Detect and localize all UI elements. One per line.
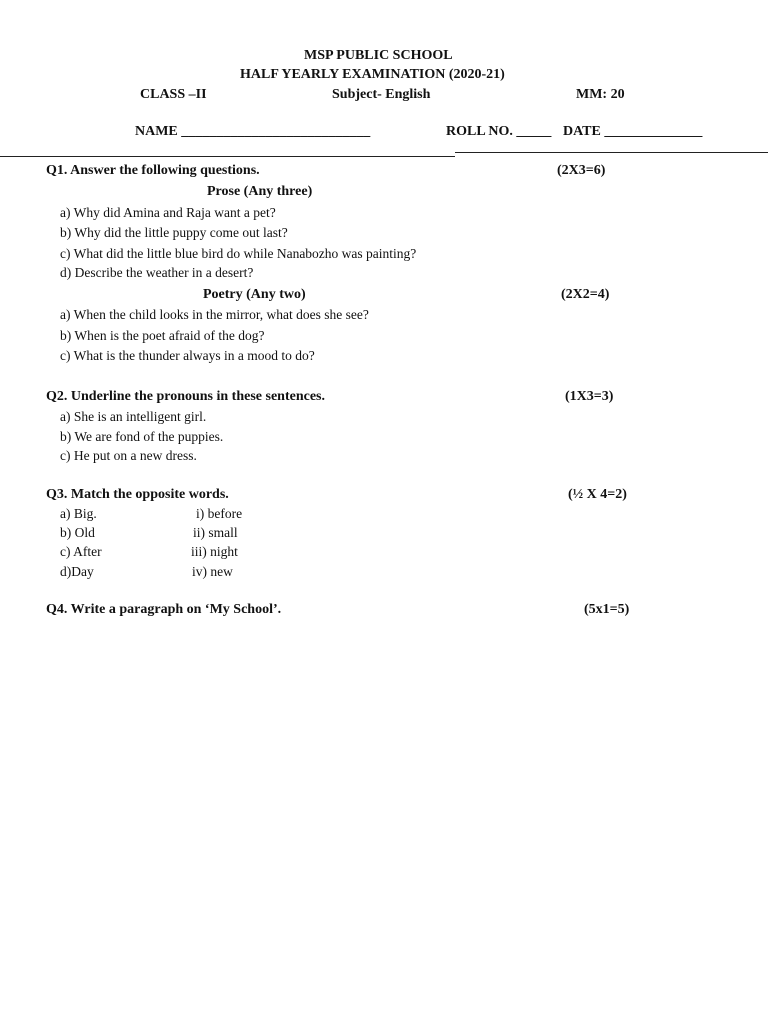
prose-question-b: b) Why did the little puppy come out last? <box>60 225 288 240</box>
prose-question-c: c) What did the little blue bird do while Nanabozho was painting? <box>60 246 417 261</box>
subject-label: Subject- English <box>332 87 431 102</box>
q3-title: Q3. Match the opposite words. <box>46 487 229 502</box>
prose-heading: Prose (Any three) <box>207 184 313 199</box>
name-field: NAME ___________________________ <box>135 124 371 139</box>
q3-left-word-c: c) After <box>60 544 102 559</box>
exam-title: HALF YEARLY EXAMINATION (2020-21) <box>240 67 505 82</box>
q3-left-word-b: b) Old <box>60 525 95 540</box>
school-name: MSP PUBLIC SCHOOL <box>304 48 453 63</box>
q2-title: Q2. Underline the pronouns in these sentences. <box>46 389 325 404</box>
poetry-heading: Poetry (Any two) <box>203 287 306 302</box>
poetry-question-b: b) When is the poet afraid of the dog? <box>60 328 265 343</box>
poetry-question-a: a) When the child looks in the mirror, what does she see? <box>60 307 369 322</box>
roll-number-field: ROLL NO. _____ <box>446 124 552 139</box>
date-field: DATE ______________ <box>563 124 703 139</box>
q2-sentence-a: a) She is an intelligent girl. <box>60 409 207 424</box>
max-marks-label: MM: 20 <box>576 87 625 102</box>
q2-sentence-b: b) We are fond of the puppies. <box>60 429 224 444</box>
q3-marks: (½ X 4=2) <box>568 487 627 502</box>
q1-marks: (2X3=6) <box>557 163 606 178</box>
q3-right-word-iv: iv) new <box>192 564 233 579</box>
poetry-question-c: c) What is the thunder always in a mood to do? <box>60 348 315 363</box>
header-divider-right <box>455 152 768 153</box>
q3-right-word-i: i) before <box>196 506 243 521</box>
prose-question-d: d) Describe the weather in a desert? <box>60 265 254 280</box>
q4-title: Q4. Write a paragraph on ‘My School’. <box>46 602 282 617</box>
class-label: CLASS –II <box>140 87 207 102</box>
q4-marks: (5x1=5) <box>584 602 630 617</box>
q3-right-word-iii: iii) night <box>191 544 238 559</box>
header-divider-left <box>0 156 455 157</box>
q1-title: Q1. Answer the following questions. <box>46 163 260 178</box>
poetry-marks: (2X2=4) <box>561 287 610 302</box>
q3-right-word-ii: ii) small <box>193 525 238 540</box>
q2-marks: (1X3=3) <box>565 389 614 404</box>
q3-left-word-a: a) Big. <box>60 506 97 521</box>
q2-sentence-c: c) He put on a new dress. <box>60 448 197 463</box>
q3-left-word-d: d)Day <box>60 564 94 579</box>
prose-question-a: a) Why did Amina and Raja want a pet? <box>60 205 276 220</box>
